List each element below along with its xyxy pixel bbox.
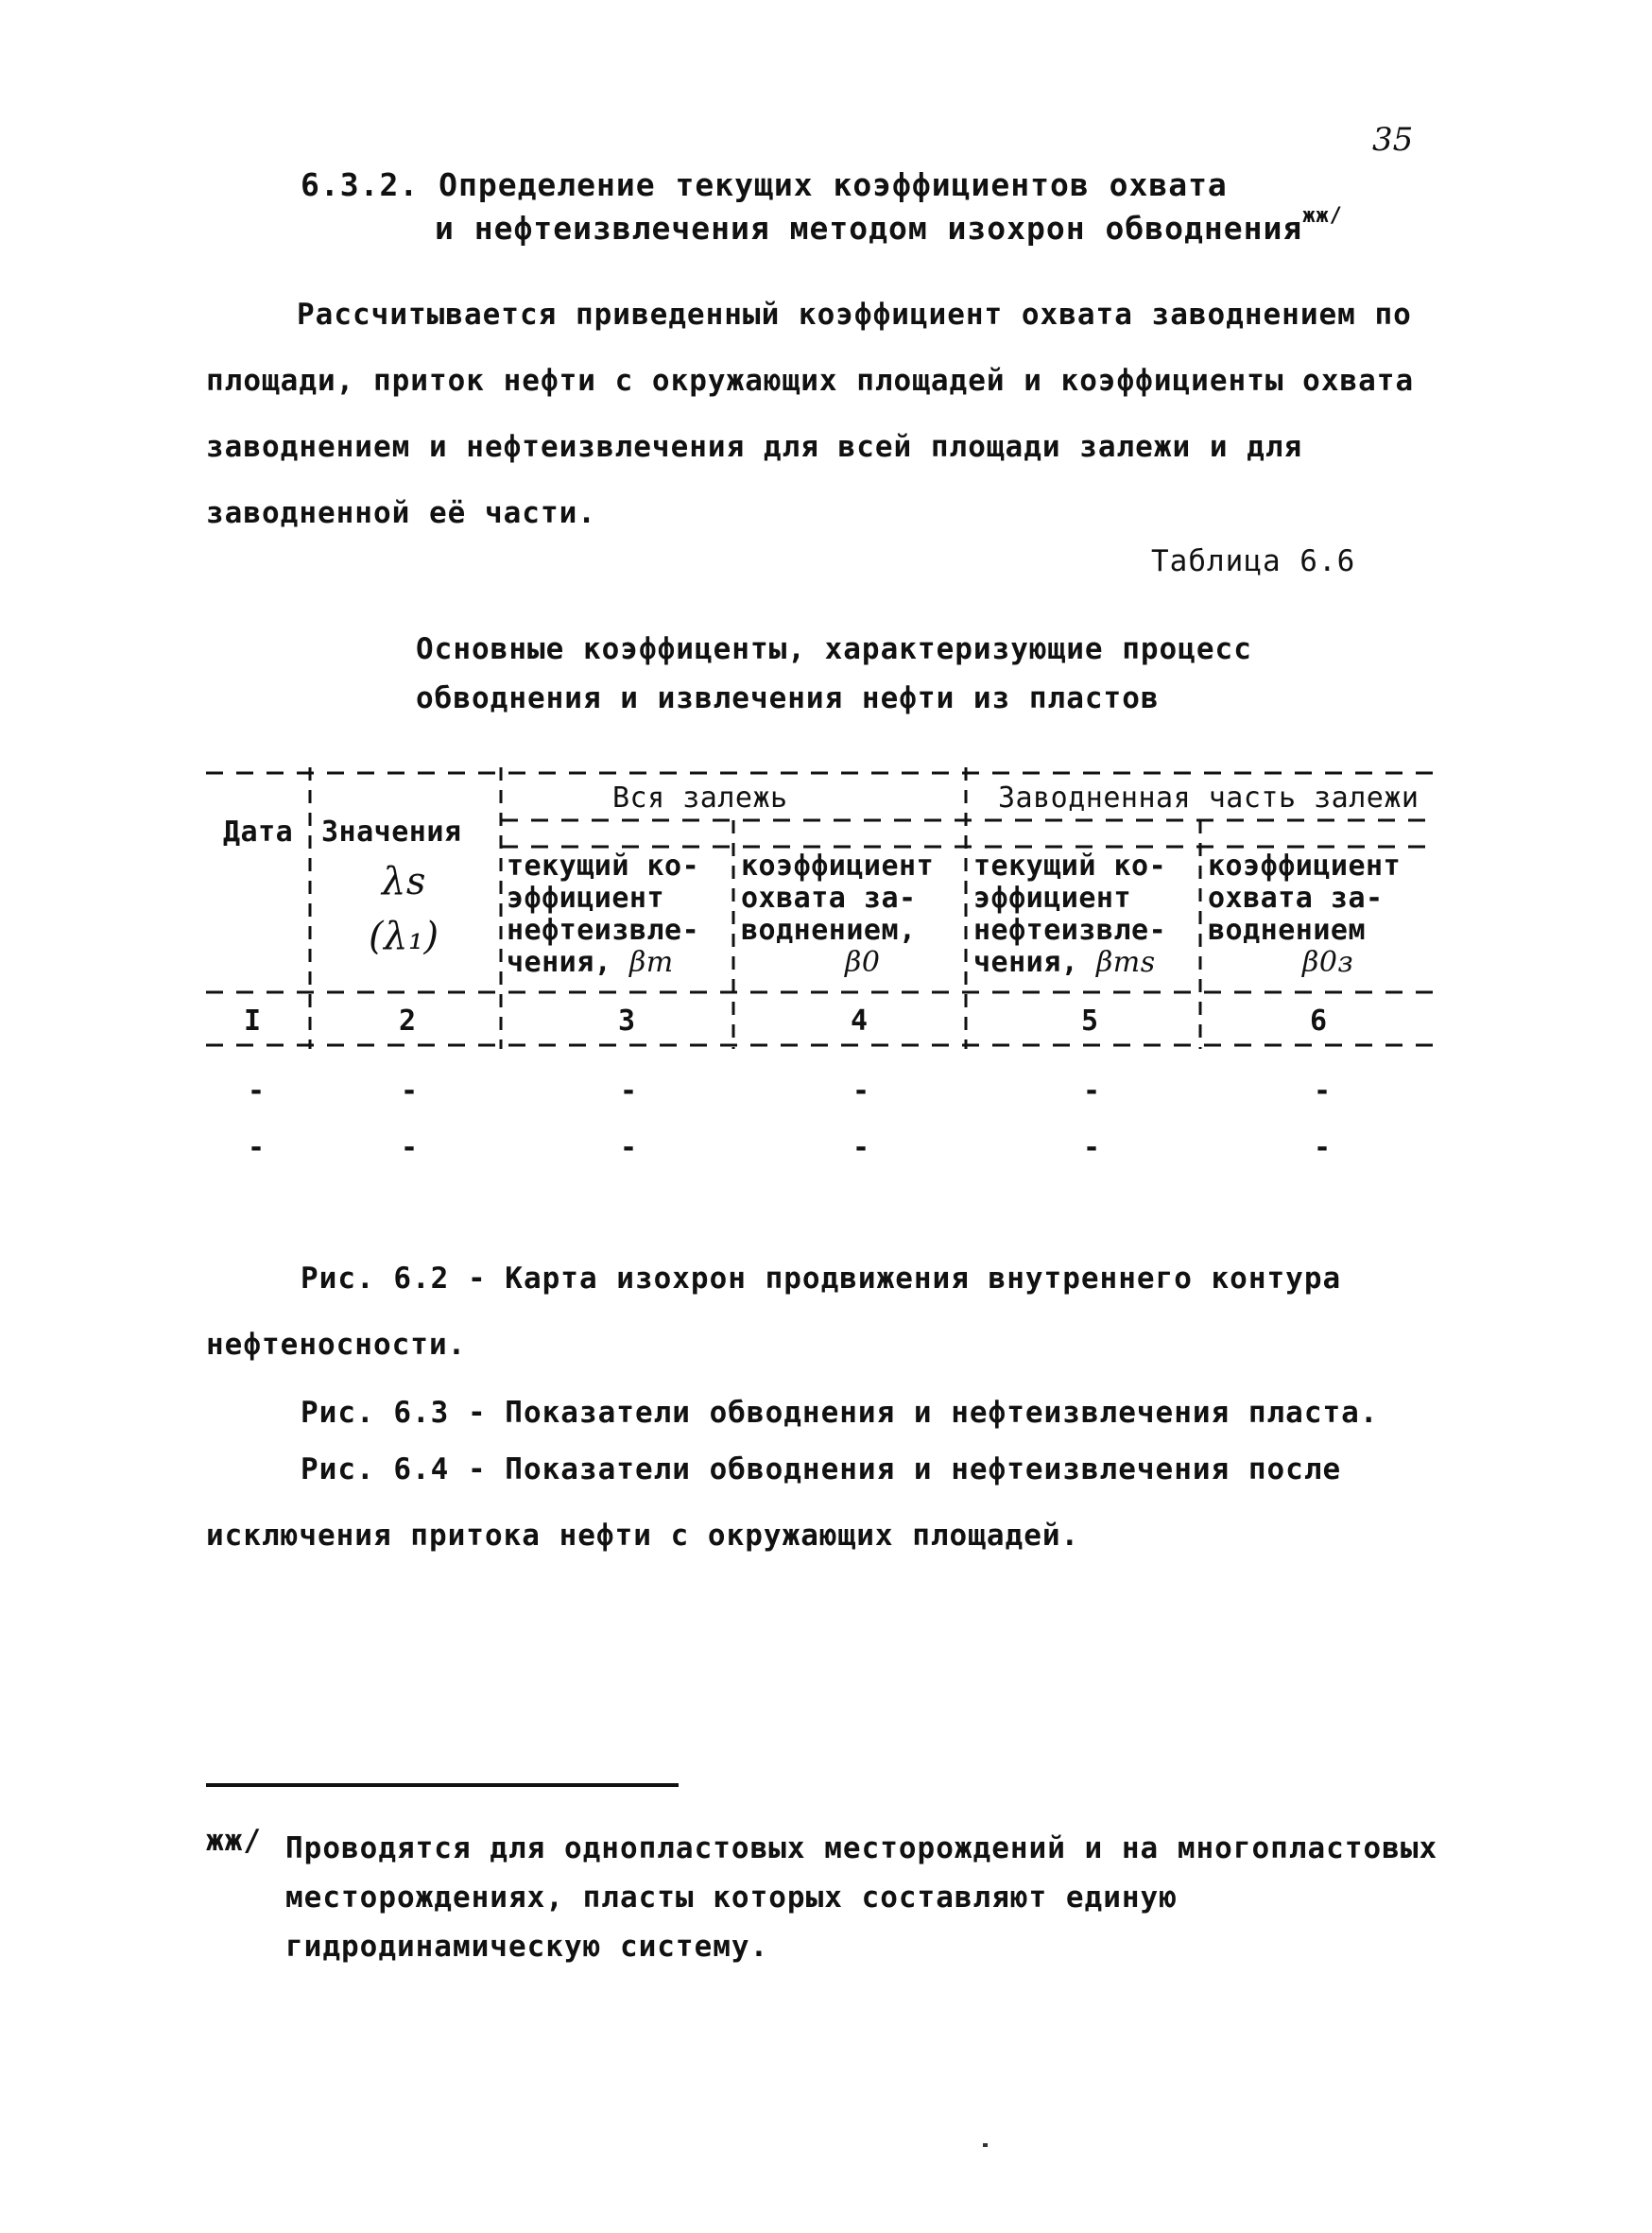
table-caption-line1: Основные коэффиценты, характеризующие процесс bbox=[416, 632, 1252, 666]
col3-header bbox=[507, 850, 699, 979]
beta-0-symbol: β0 bbox=[845, 946, 881, 979]
col-header-date: Дата bbox=[223, 816, 294, 849]
col5-header-line: эффициент bbox=[973, 882, 1132, 915]
footnote-separator bbox=[206, 1783, 679, 1787]
col3-header-line: эффициент bbox=[507, 882, 665, 915]
footnote-text: Проводятся для однопластовых месторождений и на многопластовых месторождениях, пласты которых составляют единую гидродинамическую систему. bbox=[285, 1831, 1438, 1964]
page-number: 35 bbox=[1372, 121, 1414, 159]
section-heading-line2 bbox=[435, 204, 1343, 247]
col-header-values: Значения bbox=[321, 816, 462, 849]
section-title-line1: Определение текущих коэффициентов охвата bbox=[439, 166, 1228, 203]
col4-header bbox=[741, 850, 934, 979]
table-cell: - bbox=[248, 1074, 266, 1108]
col5-header-line: чения, βтs bbox=[973, 946, 1156, 979]
footnote bbox=[206, 1824, 1463, 1971]
footnote-marker: жж/ bbox=[206, 1824, 262, 1858]
group-header-whole-deposit: Вся залежь bbox=[612, 782, 788, 815]
col6-header bbox=[1208, 850, 1401, 979]
column-number: 3 bbox=[618, 1005, 636, 1038]
column-number: 2 bbox=[399, 1005, 417, 1038]
col4-header-line: воднением, bbox=[741, 914, 917, 947]
table-cell: - bbox=[1314, 1131, 1332, 1164]
table-cell: - bbox=[852, 1131, 870, 1164]
table-cell: - bbox=[1314, 1074, 1332, 1108]
beta-t-symbol: βт bbox=[628, 946, 674, 979]
table-caption-line2: обводнения и извлечения нефти из пластов bbox=[416, 681, 1160, 715]
figure-caption-6-3: Рис. 6.3 - Показатели обводнения и нефтеизвлечения пласта. bbox=[301, 1396, 1379, 1430]
col6-header-line: коэффициент bbox=[1208, 850, 1402, 883]
col3-header-line: текущий ко- bbox=[507, 850, 700, 883]
section-footnote-marker: жж/ bbox=[1302, 204, 1343, 228]
table-cell: - bbox=[620, 1131, 638, 1164]
col4-header-line bbox=[741, 947, 934, 979]
section-title-line2: и нефтеизвлечения методом изохрон обводнения bbox=[435, 210, 1303, 247]
col6-header-line: воднением bbox=[1208, 914, 1367, 947]
col3-header-line: нефтеизвле- bbox=[507, 914, 700, 947]
col6-header-line: охвата за- bbox=[1208, 882, 1384, 915]
column-number: 4 bbox=[851, 1005, 869, 1038]
table-label: Таблица 6.6 bbox=[1151, 544, 1356, 578]
col5-header-line: текущий ко- bbox=[973, 850, 1167, 883]
figure-caption-6-2: Рис. 6.2 - Карта изохрон продвижения внутреннего контура нефтеносности. bbox=[206, 1262, 1342, 1362]
column-number: 5 bbox=[1081, 1005, 1099, 1038]
table-cell: - bbox=[1083, 1074, 1101, 1108]
col3-header-line: чения, βт bbox=[507, 946, 674, 979]
col-header-lambda-s: λs bbox=[382, 860, 426, 903]
intro-paragraph: Рассчитывается приведенный коэффициент охвата заводнением по площади, приток нефти с окружающих площадей и коэффициенты охвата заводнением и нефтеизвлечения для всей площади залежи и для заводненной её части. bbox=[206, 298, 1415, 530]
section-number: 6.3.2. bbox=[301, 166, 420, 203]
table-cell: - bbox=[1083, 1131, 1101, 1164]
table-cell: - bbox=[852, 1074, 870, 1108]
column-number: 6 bbox=[1310, 1005, 1328, 1038]
beta-0z-symbol: β0з bbox=[1302, 946, 1354, 979]
col5-header-line: нефтеизвле- bbox=[973, 914, 1167, 947]
table-cell: - bbox=[401, 1074, 419, 1108]
section-heading-line1 bbox=[301, 166, 1228, 203]
beta-ts-symbol: βтs bbox=[1095, 946, 1156, 979]
col5-header bbox=[973, 850, 1166, 979]
table-cell: - bbox=[248, 1131, 266, 1164]
scan-speck bbox=[983, 2143, 988, 2147]
table-cell: - bbox=[401, 1131, 419, 1164]
group-header-flooded-part: Заводненная часть залежи bbox=[998, 782, 1420, 815]
col6-header-line bbox=[1208, 947, 1401, 979]
col4-header-line: охвата за- bbox=[741, 882, 917, 915]
col-header-lambda-1: (λ₁) bbox=[369, 915, 439, 958]
table-cell: - bbox=[620, 1074, 638, 1108]
figure-caption-6-4: Рис. 6.4 - Показатели обводнения и нефтеизвлечения после исключения притока нефти с окружающих площадей. bbox=[206, 1452, 1342, 1553]
column-number: I bbox=[244, 1005, 262, 1038]
col4-header-line: коэффициент bbox=[741, 850, 935, 883]
